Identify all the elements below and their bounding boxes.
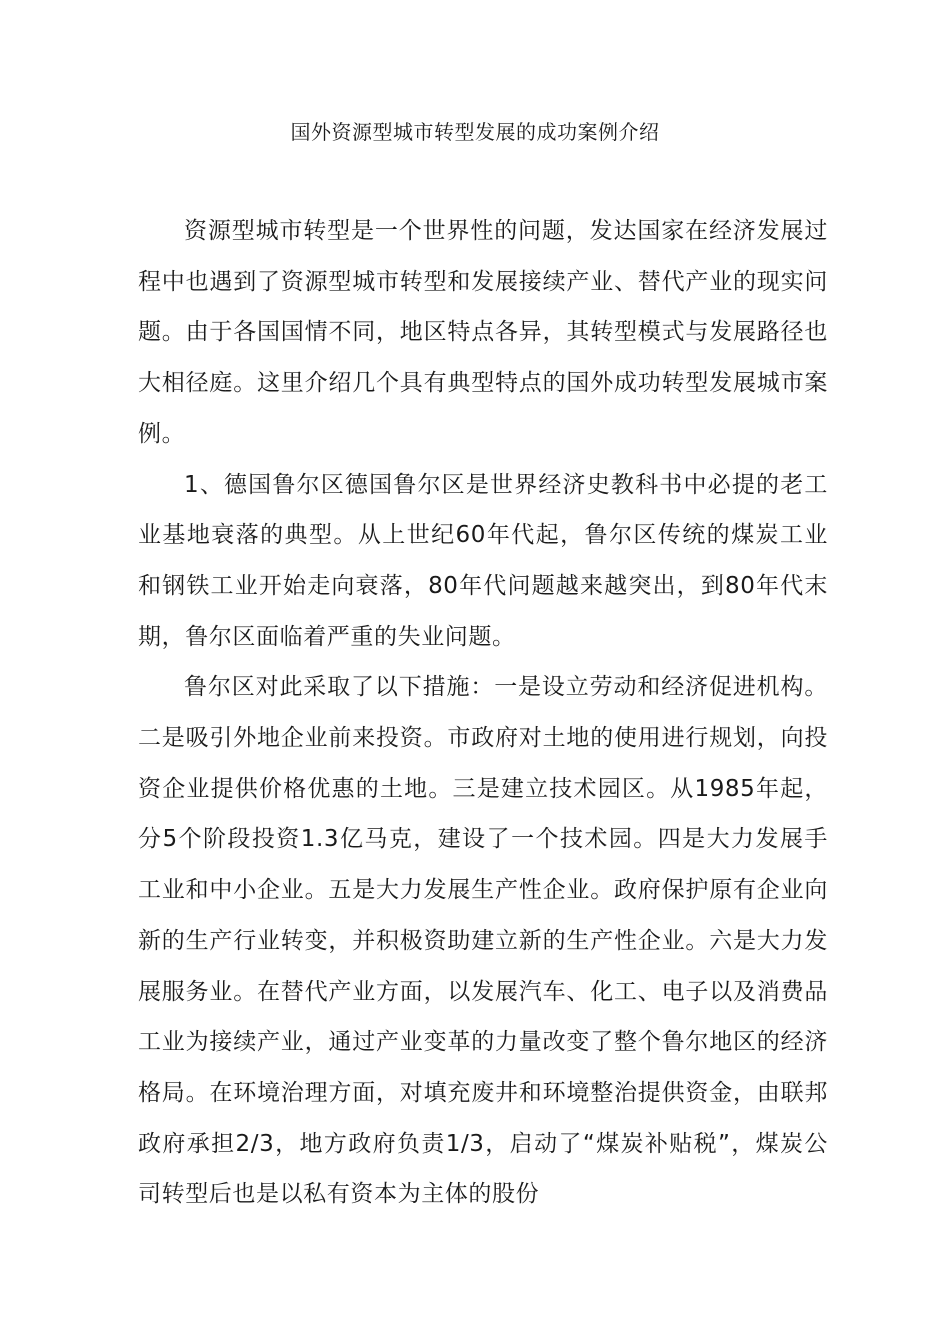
document-body — [138, 206, 828, 1220]
paragraph-ruhr-case: 1、德国鲁尔区德国鲁尔区是世界经济史教科书中必提的老工业基地衰落的典型。从上世纪60年代起，鲁尔区传统的煤炭工业和钢铁工业开始走向衰落，80年代问题越来越突出，到80年代末期，鲁尔区面临着严重的失业问题。 — [138, 471, 828, 650]
paragraph-ruhr-measures: 鲁尔区对此采取了以下措施：一是设立劳动和经济促进机构。二是吸引外地企业前来投资。市政府对土地的使用进行规划，向投资企业提供价格优惠的土地。三是建立技术园区。从1985年起，分5个阶段投资1.3亿马克，建设了一个技术园。四是大力发展手工业和中小企业。五是大力发展生产性企业。政府保护原有企业向新的生产行业转变，并积极资助建立新的生产性企业。六是大力发展服务业。在替代产业方面，以发展汽车、化工、电子以及消费品工业为接续产业，通过产业变革的力量改变了整个鲁尔地区的经济格局。在环境治理方面，对填充废井和环境整治提供资金，由联邦政府承担2/3，地方政府负责1/3，启动了“煤炭补贴税”，煤炭公司转型后也是以私有资本为主体的股份 — [138, 674, 828, 1208]
document-title: 国外资源型城市转型发展的成功案例介绍 — [290, 120, 660, 144]
paragraph-intro: 资源型城市转型是一个世界性的问题，发达国家在经济发展过程中也遇到了资源型城市转型和发展接续产业、替代产业的现实问题。由于各国国情不同，地区特点各异，其转型模式与发展路径也大相径庭。这里介绍几个具有典型特点的国外成功转型发展城市案例。 — [138, 218, 828, 447]
